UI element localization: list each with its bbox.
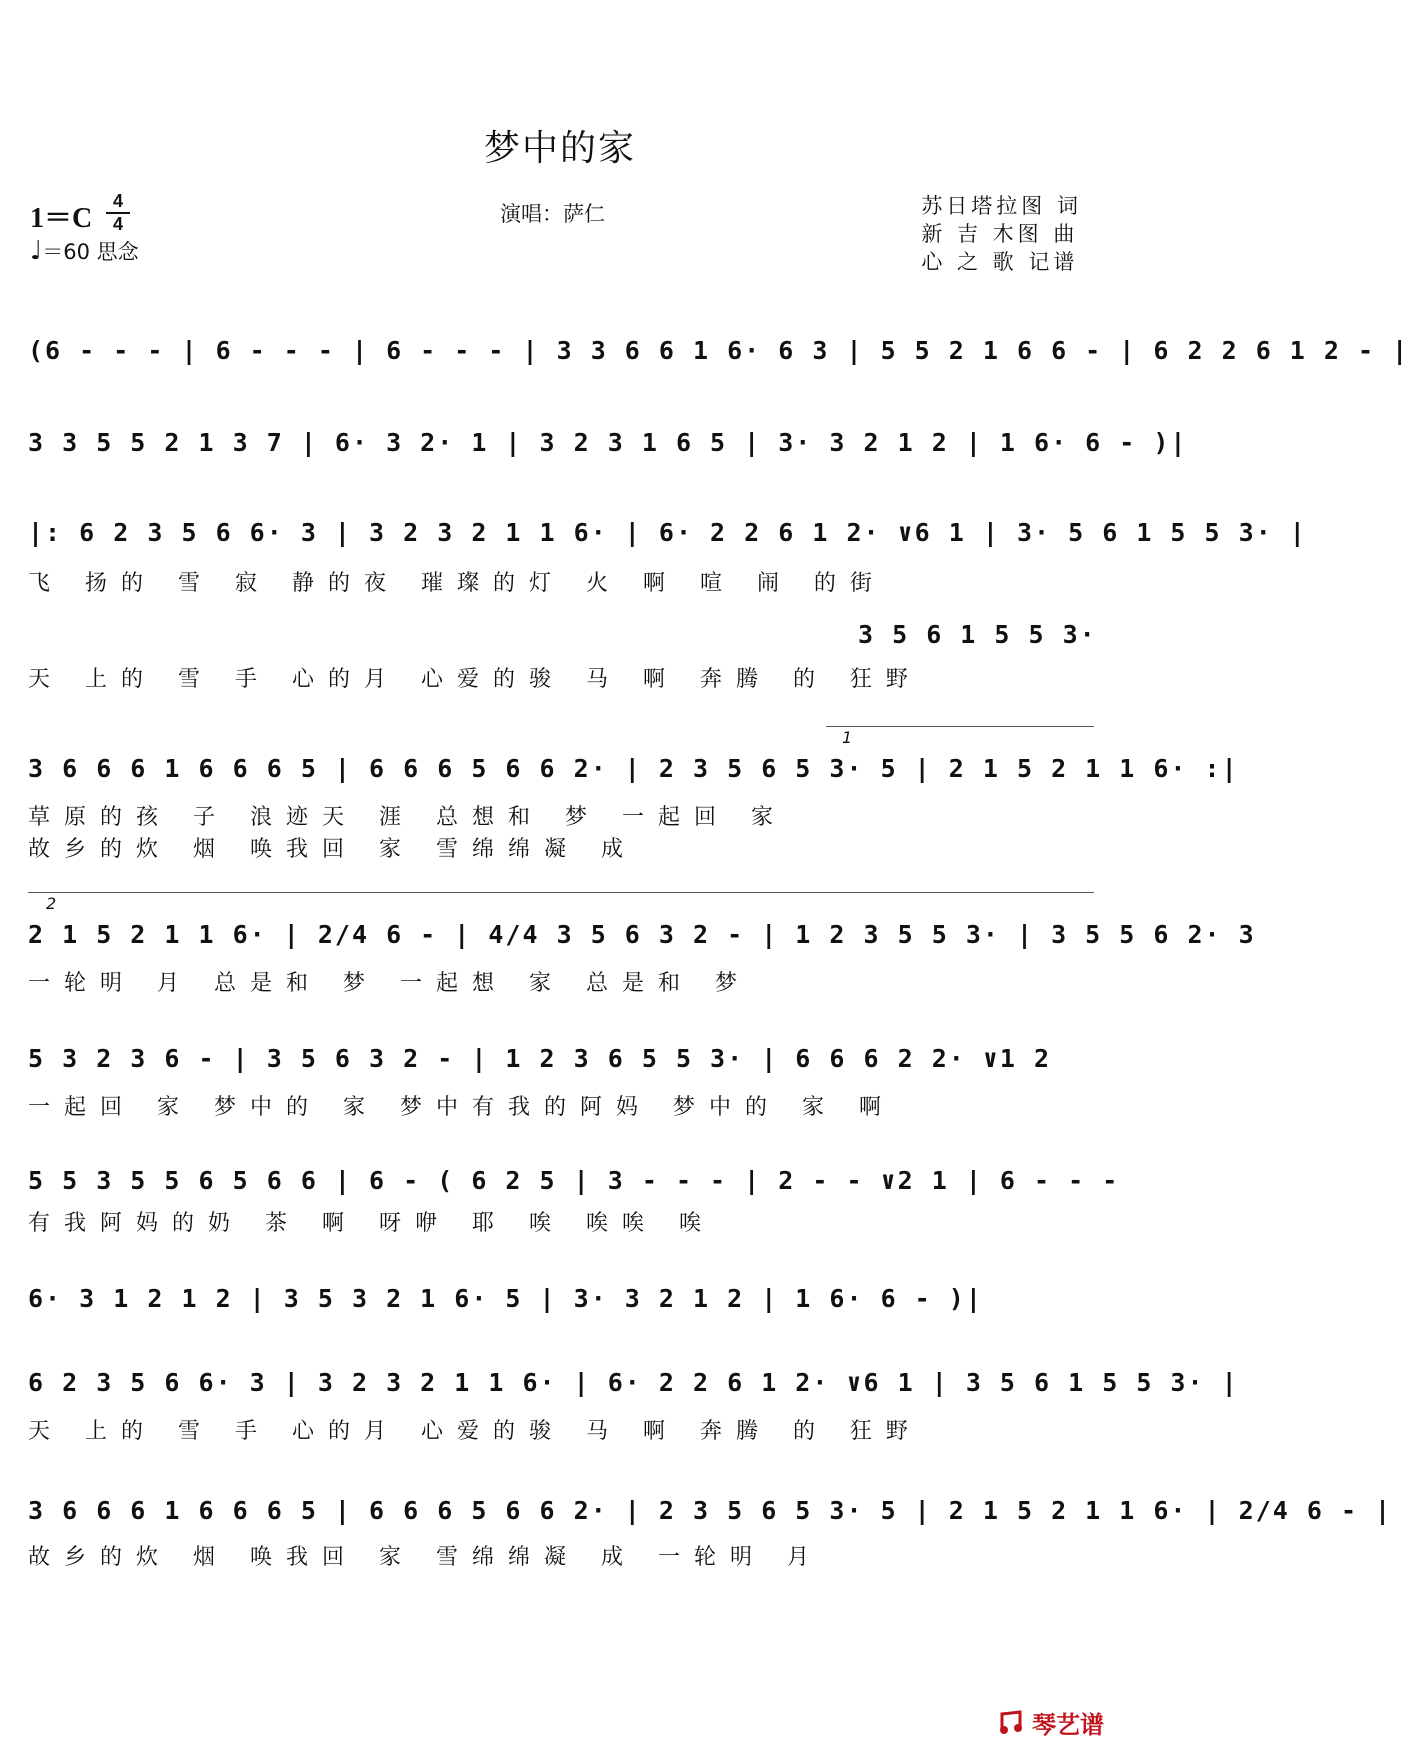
lyricist-credit: 苏日塔拉图 词	[921, 194, 1082, 218]
quarter-note-icon: ♩	[30, 236, 43, 266]
time-signature	[106, 192, 130, 234]
notation-line: 6· 3 1 2 1 2 | 3 5 3 2 1 6· 5 | 3· 3 2 1 2 | 1 6· 6 - )|	[28, 1284, 983, 1313]
notation-line: 3 6 6 6 1 6 6 6 5 | 6 6 6 5 6 6 2· | 2 3 5 6 5 3· 5 | 2 1 5 2 1 1 6· | 2/4 6 - |	[28, 1496, 1393, 1525]
composer-credit: 新 吉 木图 曲	[921, 222, 1079, 246]
tempo-text: ＝60 思念	[42, 240, 139, 264]
notation-line: 5 3 2 3 6 - | 3 5 6 3 2 - | 1 2 3 6 5 5 3· | 6 6 6 2 2· ∨1 2	[28, 1044, 1052, 1073]
first-ending-number: 1	[842, 728, 853, 747]
site-logo	[998, 1705, 1104, 1740]
notation-line: 3 3 5 5 2 1 3 7 | 6· 3 2· 1 | 3 2 3 1 6 5 | 3· 3 2 1 2 | 1 6· 6 - )|	[28, 428, 1188, 457]
singer-credit: 演唱：萨仁	[500, 202, 605, 226]
notation-line: 3 6 6 6 1 6 6 6 5 | 6 6 6 5 6 6 2· | 2 3 5 6 5 3· 5 | 2 1 5 2 1 1 6· :|	[28, 754, 1239, 783]
tempo-marking	[30, 236, 139, 266]
song-title: 梦中的家	[483, 128, 636, 169]
first-ending-bracket	[826, 726, 1094, 727]
notation-line: (6 - - - | 6 - - - | 6 - - - | 3 3 6 6 1 6· 6 3 | 5 5 2 1 6 6 - | 6 2 2 6 1 2 - |	[28, 336, 1409, 365]
notation-line: 6 2 3 5 6 6· 3 | 3 2 3 2 1 1 6· | 6· 2 2 6 1 2· ∨6 1 | 3 5 6 1 5 5 3· |	[28, 1368, 1239, 1397]
lyric-line: 有我阿妈的奶 茶 啊 呀咿 耶 唉 唉唉 唉	[28, 1211, 715, 1236]
lyric-line: 故乡的炊 烟 唤我回 家 雪绵绵凝 成	[28, 837, 637, 862]
transcriber-credit: 心 之 歌 记谱	[921, 250, 1079, 274]
lyric-line: 天 上的 雪 手 心的月 心爱的骏 马 啊 奔腾 的 狂野	[28, 667, 922, 692]
second-ending-number: 2	[46, 894, 57, 913]
notation-line: 3 5 6 1 5 5 3·	[858, 620, 1097, 649]
notation-line: 5 5 3 5 5 6 5 6 6 | 6 - ( 6 2 5 | 3 - - - | 2 - - ∨2 1 | 6 - - -	[28, 1166, 1120, 1195]
logo-text: 琴艺谱	[1032, 1711, 1104, 1739]
music-note-logo-icon	[998, 1710, 1028, 1736]
second-ending-bracket	[28, 892, 1094, 893]
key-signature: 1＝C	[30, 203, 93, 234]
lyric-line: 一轮明 月 总是和 梦 一起想 家 总是和 梦	[28, 971, 751, 996]
lyric-line: 一起回 家 梦中的 家 梦中有我的阿妈 梦中的 家 啊	[28, 1095, 895, 1120]
lyric-line: 故乡的炊 烟 唤我回 家 雪绵绵凝 成 一轮明 月	[28, 1545, 823, 1570]
lyric-line: 飞 扬的 雪 寂 静的夜 璀璨的灯 火 啊 喧 闹 的街	[28, 571, 886, 596]
lyric-line: 草原的孩 子 浪迹天 涯 总想和 梦 一起回 家	[28, 805, 787, 830]
time-signature-top: 4	[112, 191, 123, 211]
lyric-line: 天 上的 雪 手 心的月 心爱的骏 马 啊 奔腾 的 狂野	[28, 1419, 922, 1444]
notation-line: |: 6 2 3 5 6 6· 3 | 3 2 3 2 1 1 6· | 6· 2 2 6 1 2· ∨6 1 | 3· 5 6 1 5 5 3· |	[28, 518, 1307, 547]
time-signature-bottom: 4	[112, 214, 123, 234]
notation-line: 2 1 5 2 1 1 6· | 2/4 6 - | 4/4 3 5 6 3 2 - | 1 2 3 5 5 3· | 3 5 5 6 2· 3	[28, 920, 1256, 949]
credits-block	[921, 192, 1082, 276]
